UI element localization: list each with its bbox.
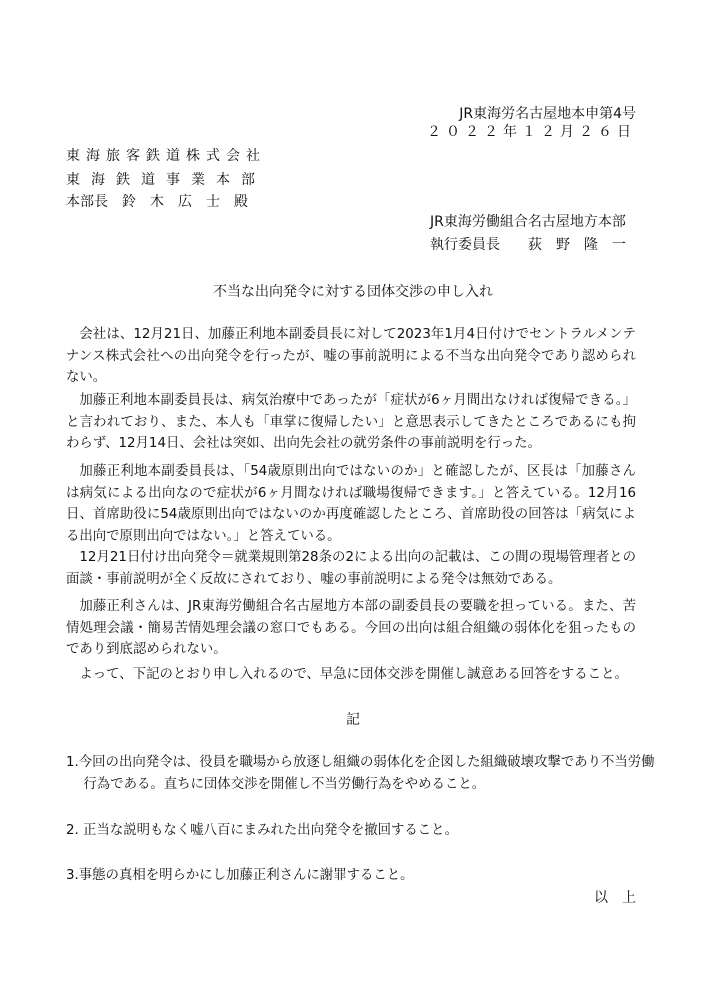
recipient-company: 東海旅客鉄道株式会社 xyxy=(66,148,266,164)
list-item-3: 3.事態の真相を明らかにし加藤正利さんに謝罪すること。 xyxy=(66,868,414,883)
list-item-2: 2. 正当な説明もなく嘘八百にまみれた出向発令を撤回すること。 xyxy=(66,823,458,838)
body-paragraph-3: 加藤正利地本副委員長は、「54歳原則出向ではないのか」と確認したが、区長は「加藤さんは病気による出向なので症状が6ヶ月間なければ職場復帰できます。」と答えている。12月16日、首席助役に54歳原則出向ではないのか再度確認したところ、首席助役の回答は「病気による出向で原則出向ではない。」と答えている。 xyxy=(66,464,636,544)
body-paragraph-6: よって、下記のとおり申し入れるので、早急に団体交渉を開催し誠意ある回答をすること。 xyxy=(79,667,628,682)
document-title: 不当な出向発令に対する団体交渉の申し入れ xyxy=(213,284,493,300)
sender-person: 執行委員長 荻 野 隆 一 xyxy=(430,237,626,253)
list-item-1: 1.今回の出向発令は、役員を職場から放逐し組織の弱体化を企図した組織破壊攻撃であり不当労働行為である。直ちに団体交渉を開催し不当労働行為をやめること。 xyxy=(66,755,655,792)
recipient-division: 東海鉄道事業本部 xyxy=(66,172,266,188)
recipient-person: 本部長 鈴 木 広 士 殿 xyxy=(66,194,248,210)
ki-heading: 記 xyxy=(346,712,360,728)
body-paragraph-1: 会社は、12月21日、加藤正利地本副委員長に対して2023年1月4日付けでセントラルメンテナンス株式会社への出向発令を行ったが、嘘の事前説明による不当な出向発令であり認められない。 xyxy=(66,327,636,385)
body-paragraph-5: 加藤正利さんは、JR東海労働組合名古屋地方本部の副委員長の要職を担っている。また、苦情処理会議・簡易苦情処理会議の窓口でもある。今回の出向は組合組織の弱体化を狙ったものであり到底認められない。 xyxy=(66,599,636,657)
body-paragraph-2: 加藤正利地本副委員長は、病気治療中であったが「症状が6ヶ月間出なければ復帰できる。」と言われており、また、本人も「車掌に復帰したい」と意思表示してきたところであるにも拘わらず、12月14日、会社は突如、出向先会社の就労条件の事前説明を行った。 xyxy=(66,393,636,451)
closing-remark: 以 上 xyxy=(594,890,636,906)
sender-organization: JR東海労働組合名古屋地方本部 xyxy=(430,214,626,230)
document-number: JR東海労名古屋地本申第4号 xyxy=(459,106,636,122)
document-date: ２０２２年１２月２６日 xyxy=(427,124,636,140)
body-paragraph-4: 12月21日付け出向発令＝就業規則第28条の2による出向の記載は、この間の現場管理者との面談・事前説明が全く反故にされており、嘘の事前説明による発令は無効である。 xyxy=(66,550,636,587)
